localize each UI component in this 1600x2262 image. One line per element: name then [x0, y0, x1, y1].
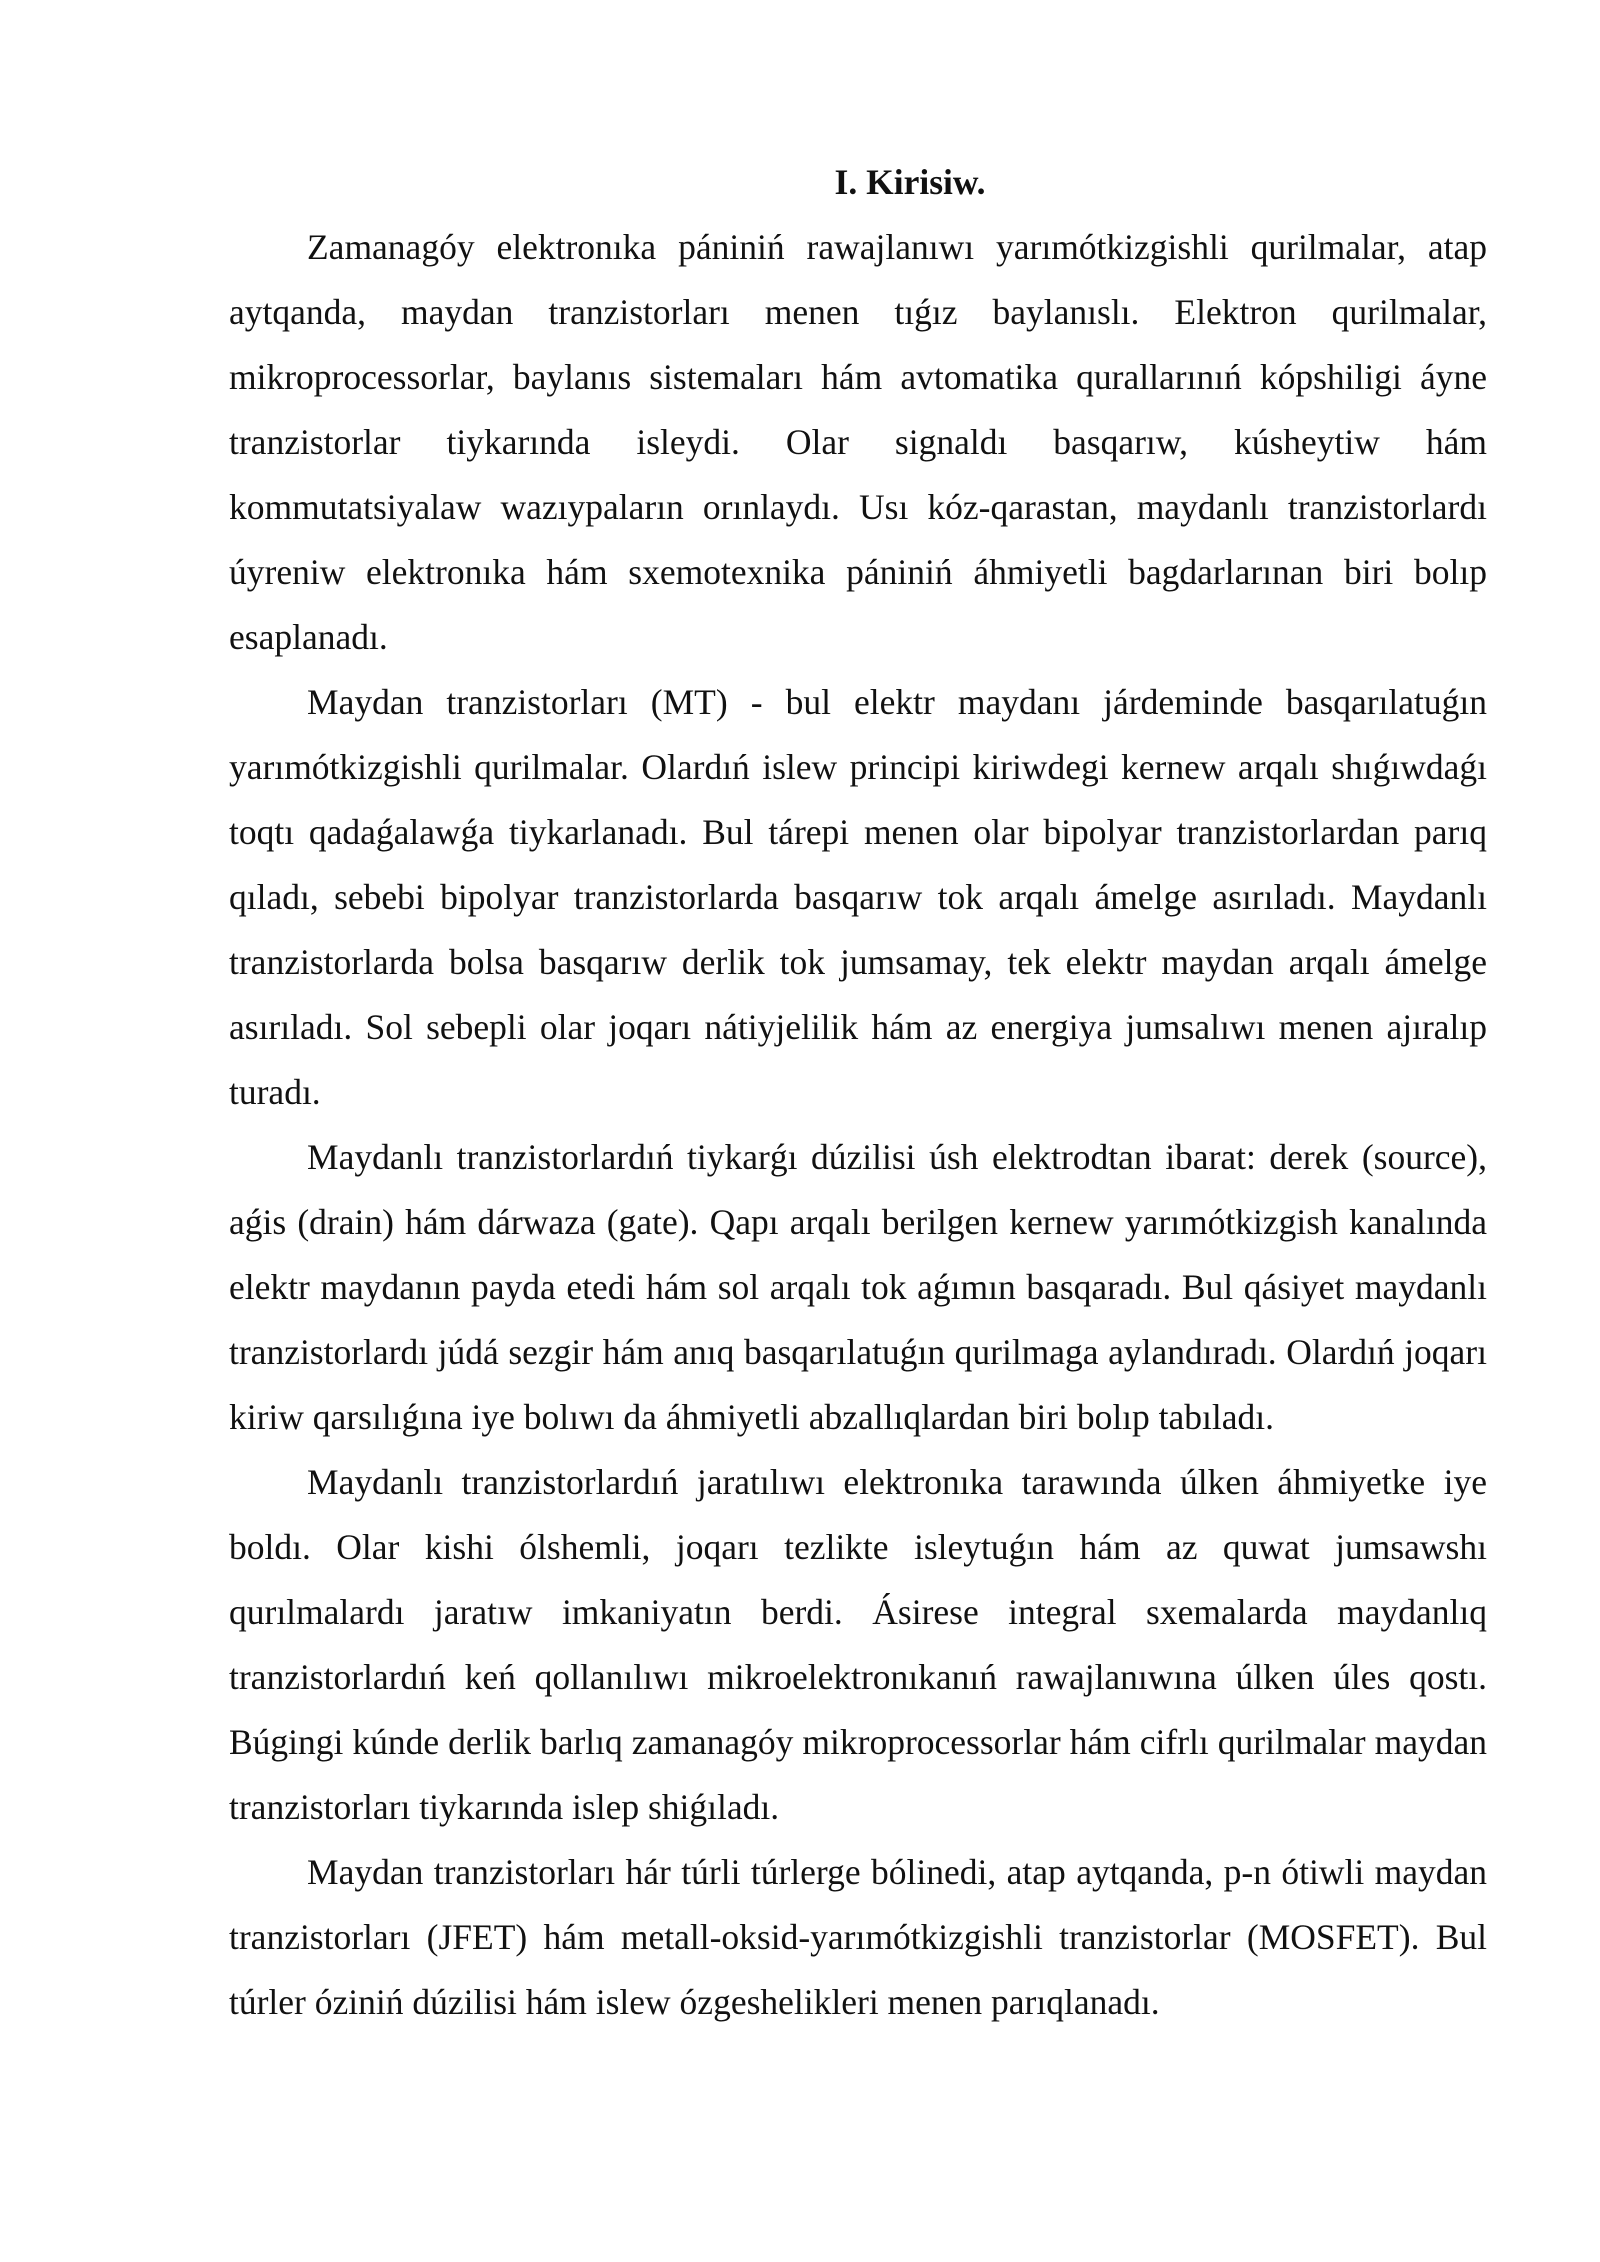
paragraph-5: Maydan tranzistorları hár túrli túrlerge bólinedi, atap aytqanda, p-n ótiwli maydan tranzistorları (JFET) hám metall-oksid-yarımótkizgishli tranzistorlar (MOSFET). Bul túrler óziniń dúzilisi hám islew ózgeshelikleri menen parıqlanadı. — [229, 1852, 1487, 2022]
document-body — [229, 150, 1487, 2035]
paragraph-2: Maydan tranzistorları (MT) - bul elektr maydanı járdeminde basqarılatuǵın yarımótkizgishli qurilmalar. Olardıń islew principi kiriwdegi kernew arqalı shıǵıwdaǵı toqtı qadaǵalawǵa tiykarlanadı. Bul tárepi menen olar bipolyar tranzistorlardan parıq qıladı, sebebi bipolyar tranzistorlarda basqarıw tok arqalı ámelge asırıladı. Maydanlı tranzistorlarda bolsa basqarıw derlik tok jumsamay, tek elektr maydan arqalı ámelge asırıladı. Sol sebepli olar joqarı nátiyjelilik hám az energiya jumsalıwı menen ajıralıp turadı. — [229, 682, 1487, 1112]
section-heading: I. Kirisiw. — [834, 162, 986, 202]
paragraph-4: Maydanlı tranzistorlardıń jaratılıwı elektronıka tarawında úlken áhmiyetke iye boldı. Olar kishi ólshemli, joqarı tezlikte isleytuǵın hám az quwat jumsawshı qurılmalardı jaratıw imkaniyatın berdi. Ásirese integral sxemalarda maydanlıq tranzistorlardıń keń qollanılıwı mikroelektronıkanıń rawajlanıwına úlken úles qostı. Búgingi kúnde derlik barlıq zamanagóy mikroprocessorlar hám cifrlı qurilmalar maydan tranzistorları tiykarında islep shiǵıladı. — [229, 1462, 1487, 1827]
paragraph-3: Maydanlı tranzistorlardıń tiykarǵı dúzilisi úsh elektrodtan ibarat: derek (source), aǵis (drain) hám dárwaza (gate). Qapı arqalı berilgen kernew yarımótkizgish kanalında elektr maydanın payda etedi hám sol arqalı tok aǵımın basqaradı. Bul qásiyet maydanlı tranzistorlardı júdá sezgir hám anıq basqarılatuǵın qurilmaga aylandıradı. Olardıń joqarı kiriw qarsılıǵına iye bolıwı da áhmiyetli abzallıqlardan biri bolıp tabıladı. — [229, 1137, 1487, 1437]
paragraph-1: Zamanagóy elektronıka pániniń rawajlanıwı yarımótkizgishli qurilmalar, atap aytqanda, maydan tranzistorları menen tıǵız baylanıslı. Elektron qurilmalar, mikroprocessorlar, baylanıs sistemaları hám avtomatika qurallarınıń kópshiligi áyne tranzistorlar tiykarında isleydi. Olar signaldı basqarıw, kúsheytiw hám kommutatsiyalaw wazıypaların orınlaydı. Usı kóz-qarastan, maydanlı tranzistorlardı úyreniw elektronıka hám sxemotexnika pániniń áhmiyetli bagdarlarınan biri bolıp esaplanadı. — [229, 227, 1487, 657]
